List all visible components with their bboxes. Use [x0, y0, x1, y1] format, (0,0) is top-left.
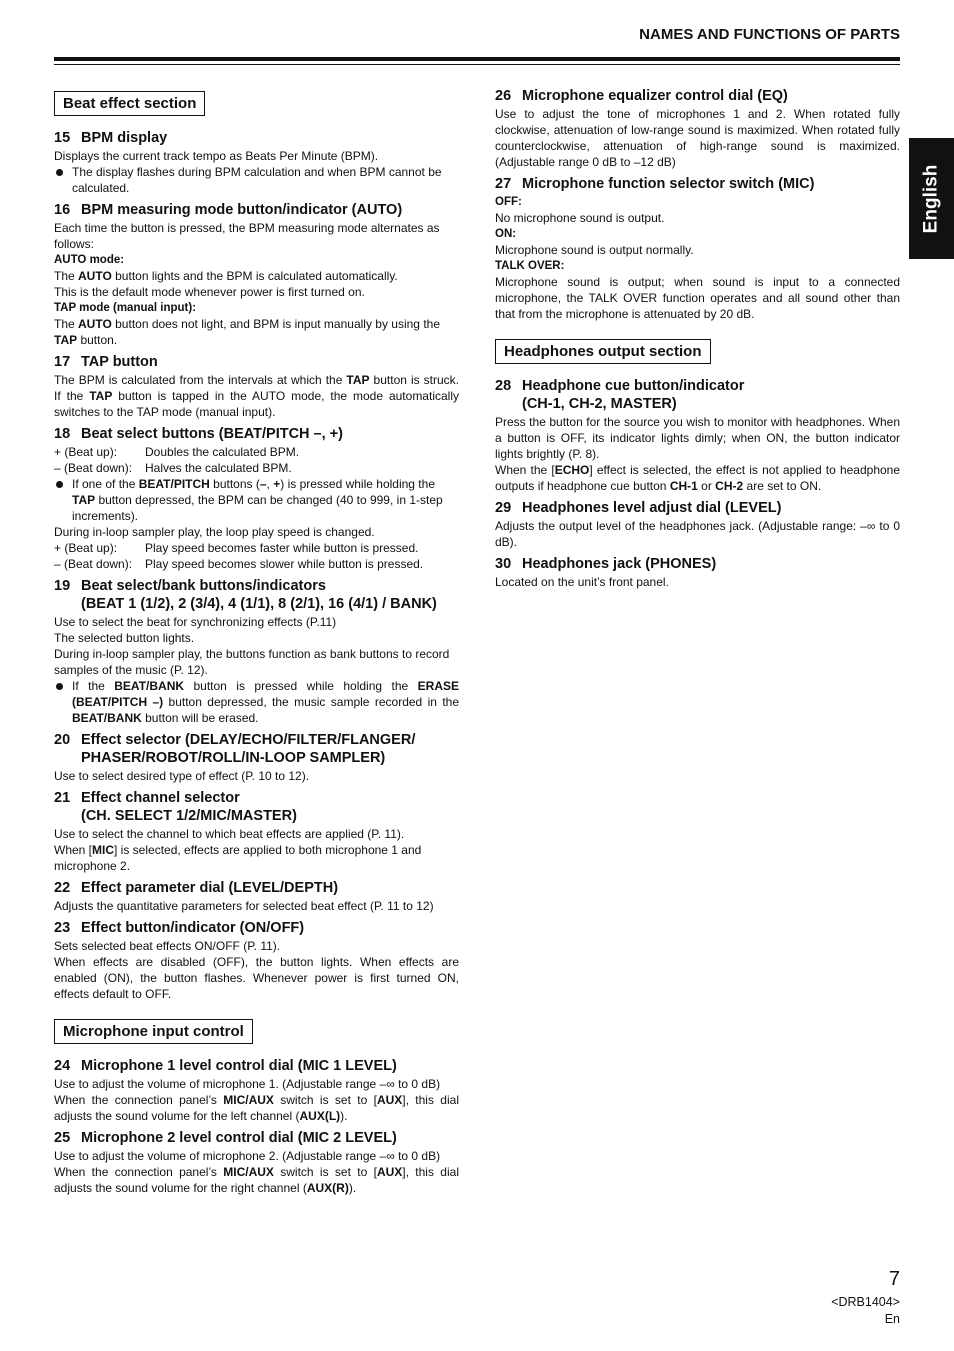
- item-heading-20: 20 Effect selector (DELAY/ECHO/FILTER/FLANGER/: [54, 732, 416, 748]
- body-text: Adjusts the output level of the headphones jack. (Adjustable range: –∞ to 0 dB).: [495, 519, 900, 549]
- body-text: The BPM is calculated from the intervals at which the TAP button is struck. If the TAP button is tapped in the AUTO mode, the mode automatically switches to the TAP mode (manual input).: [54, 373, 459, 419]
- item-heading-18: 18 Beat select buttons (BEAT/PITCH –, +): [54, 426, 343, 442]
- item-heading-24: 24 Microphone 1 level control dial (MIC 1 LEVEL): [54, 1058, 397, 1074]
- item-heading-28-cont: (CH-1, CH-2, MASTER): [522, 396, 677, 412]
- body-text: Located on the unit’s front panel.: [495, 575, 669, 589]
- section-heading-beat-effect: Beat effect section: [54, 91, 205, 116]
- running-header: NAMES AND FUNCTIONS OF PARTS: [639, 26, 900, 43]
- body-text: Press the button for the source you wish to monitor with headphones. When a button is OFF, its indicator lights dimly; when ON, the button indicator lights brightly (P. 8).: [495, 415, 900, 461]
- right-column: [495, 88, 900, 590]
- sub-label: TALK OVER:: [495, 260, 565, 272]
- item-heading-21-cont: (CH. SELECT 1/2/MIC/MASTER): [81, 808, 297, 824]
- body-text: Microphone sound is output; when sound is input to a connected microphone, the TALK OVER function operates and all sound other than that from the microphone is attenuated by 20 dB.: [495, 275, 900, 321]
- body-text: Adjusts the quantitative parameters for selected beat effect (P. 11 to 12): [54, 899, 434, 913]
- body-text: When effects are disabled (OFF), the button lights. When effects are enabled (ON), the button flashes. Whenever power is first turned ON, effects default to OFF.: [54, 955, 459, 1001]
- left-column: [54, 88, 459, 1196]
- sub-label: ON:: [495, 228, 517, 240]
- body-text: The AUTO button does not light, and BPM is input manually by using the TAP button.: [54, 317, 440, 347]
- language-tab: [909, 138, 954, 259]
- body-text: + (Beat up): Doubles the calculated BPM.: [54, 445, 300, 459]
- body-text: When [MIC] is selected, effects are applied to both microphone 1 and microphone 2.: [54, 843, 422, 873]
- item-heading-17: 17 TAP button: [54, 354, 158, 370]
- section-heading-mic-input: Microphone input control: [54, 1019, 253, 1044]
- body-text: The selected button lights.: [54, 631, 195, 645]
- body-text: This is the default mode whenever power is first turned on.: [54, 285, 365, 299]
- item-heading-26: 26 Microphone equalizer control dial (EQ): [495, 88, 788, 104]
- body-text: No microphone sound is output.: [495, 211, 665, 225]
- item-heading-25: 25 Microphone 2 level control dial (MIC 2 LEVEL): [54, 1130, 397, 1146]
- item-heading-30: 30 Headphones jack (PHONES): [495, 556, 717, 572]
- language-tab-label: English: [920, 164, 942, 233]
- item-heading-22: 22 Effect parameter dial (LEVEL/DEPTH): [54, 880, 339, 896]
- body-text: The AUTO button lights and the BPM is calculated automatically.: [54, 269, 398, 283]
- sub-label: TAP mode (manual input):: [54, 302, 197, 314]
- sub-label: AUTO mode:: [54, 254, 125, 266]
- item-heading-28: 28 Headphone cue button/indicator: [495, 378, 745, 394]
- header-rule: [54, 57, 900, 61]
- bullet-text: The display flashes during BPM calculation and when BPM cannot be calculated.: [54, 164, 459, 196]
- body-text: – (Beat down): Halves the calculated BPM.: [54, 461, 292, 475]
- body-text: Use to select the beat for synchronizing effects (P.11): [54, 615, 337, 629]
- body-text: Microphone sound is output normally.: [495, 243, 694, 257]
- item-heading-23: 23 Effect button/indicator (ON/OFF): [54, 920, 305, 936]
- body-text: During in-loop sampler play, the loop play speed is changed.: [54, 525, 375, 539]
- body-text: Use to adjust the volume of microphone 2. (Adjustable range –∞ to 0 dB): [54, 1149, 441, 1163]
- item-heading-19-cont: (BEAT 1 (1/2), 2 (3/4), 4 (1/1), 8 (2/1), 16 (4/1) / BANK): [81, 596, 437, 612]
- body-text: Use to select the channel to which beat effects are applied (P. 11).: [54, 827, 405, 841]
- body-text: Each time the button is pressed, the BPM measuring mode alternates as follows:: [54, 221, 440, 251]
- item-heading-19: 19 Beat select/bank buttons/indicators: [54, 578, 326, 594]
- section-heading-headphones: Headphones output section: [495, 339, 711, 364]
- body-text: When the connection panel’s MIC/AUX switch is set to [AUX], this dial adjusts the sound volume for the left channel (AUX(L)).: [54, 1093, 459, 1123]
- item-heading-29: 29 Headphones level adjust dial (LEVEL): [495, 500, 782, 516]
- body-text: Sets selected beat effects ON/OFF (P. 11).: [54, 939, 281, 953]
- bullet-text: If the BEAT/BANK button is pressed while holding the ERASE (BEAT/PITCH –) button depressed, the music sample recorded in the BEAT/BANK button will be erased.: [54, 678, 459, 726]
- body-text: Use to select desired type of effect (P. 10 to 12).: [54, 769, 310, 783]
- sub-label: OFF:: [495, 196, 522, 208]
- body-text: Use to adjust the volume of microphone 1. (Adjustable range –∞ to 0 dB): [54, 1077, 441, 1091]
- body-text: – (Beat down): Play speed becomes slower while button is pressed.: [54, 557, 424, 571]
- body-text: When the connection panel’s MIC/AUX switch is set to [AUX], this dial adjusts the sound volume for the right channel (AUX(R)).: [54, 1165, 459, 1195]
- item-heading-16: 16 BPM measuring mode button/indicator (AUTO): [54, 202, 403, 218]
- body-text: Displays the current track tempo as Beats Per Minute (BPM).: [54, 149, 379, 163]
- body-text: + (Beat up): Play speed becomes faster while button is pressed.: [54, 541, 419, 555]
- body-text: During in-loop sampler play, the buttons function as bank buttons to record samples of the music (P. 12).: [54, 647, 450, 677]
- page-number: 7: [888, 1268, 900, 1290]
- document-code: <DRB1404> En: [831, 1295, 900, 1326]
- item-heading-20-cont: PHASER/ROBOT/ROLL/IN-LOOP SAMPLER): [81, 750, 386, 766]
- item-heading-27: 27 Microphone function selector switch (MIC): [495, 176, 815, 192]
- item-heading-15: 15 BPM display: [54, 130, 168, 146]
- item-heading-21: 21 Effect channel selector: [54, 790, 240, 806]
- header-rule-thin: [54, 64, 900, 65]
- body-text: When the [ECHO] effect is selected, the effect is not applied to headphone outputs if headphone cue button CH-1 or CH-2 are set to ON.: [495, 463, 901, 493]
- bullet-text: If one of the BEAT/PITCH buttons (–, +) is pressed while holding the TAP button depressed, the BPM can be changed (40 to 999, in 1-step increments).: [54, 476, 459, 524]
- body-text: Use to adjust the tone of microphones 1 and 2. When rotated fully clockwise, attenuation of low-range sound is maximized. When rotated fully counterclockwise, attenuation of high-range sound is maximized. (Adjustable range 0 dB to –12 dB): [495, 107, 900, 169]
